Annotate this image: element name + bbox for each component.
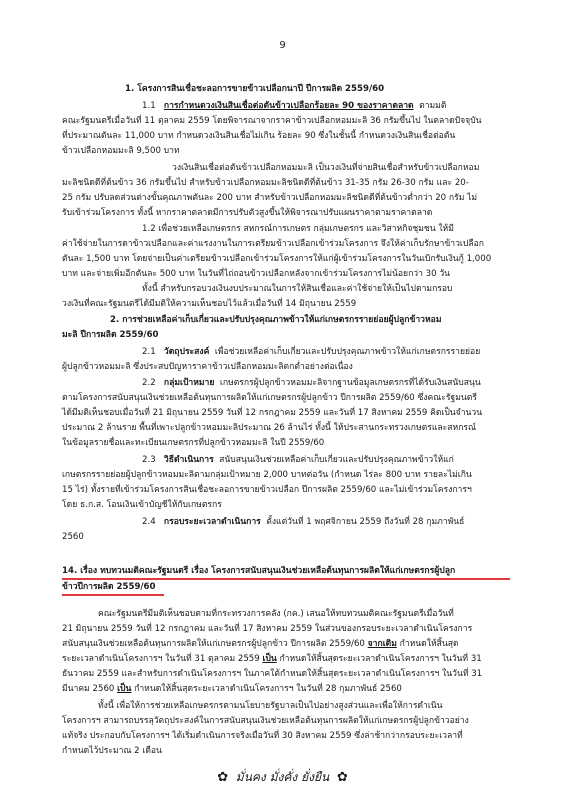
footer-motto (0, 768, 565, 787)
sub23-number: 2.3 (142, 455, 156, 465)
sub23-tail: สนับสนุนเงินช่วยเหลือค่าเก็บเกี่ยวและปรับปรุงคุณภาพข้าวให้แก่ (219, 455, 454, 465)
flower-ornament-icon-right: ✿ (336, 770, 348, 785)
p1-line3-tail: กำหนดให้สิ้นสุด (396, 639, 459, 649)
item14-p1-line1: คณะรัฐมนตรีมีมติเห็นชอบตามที่กระทรวงการคลัง (กค.) เสนอให้ทบทวนมติคณะรัฐมนตรีเมื่อวันที่ (98, 609, 454, 619)
sub21-line1 (142, 347, 480, 358)
item14-p1-line2: 21 มิถุนายน 2559 วันที่ 12 กรกฎาคม และวันที่ 17 สิงหาคม 2559 ในส่วนของกรอบระยะเวลาดำเนินโครงการ (62, 624, 473, 634)
sub11-line3: ที่ประมาณตันละ 11,000 บาท กำหนดวงเงินสินเชื่อไม่เกิน ร้อยละ 90 ซึ่งในชั้นนี้ กำหนดวงเงินสินเชื่อต่อตัน (62, 131, 456, 141)
title-highlight-underline (62, 578, 510, 580)
sub24-line2: 2560 (62, 532, 84, 542)
sub11-line8: รับเข้าร่วมโครงการ ทั้งนี้ หากราคาตลาดมีการปรับตัวสูงขึ้นให้พิจารณาปรับแผนราคาตามราคาตลาด (62, 208, 433, 218)
sub22-tail: เกษตรกรผู้ปลูกข้าวหอมมะลิจากฐานข้อมูลเกษตรกรที่ได้รับเงินสนับสนุน (219, 378, 481, 388)
sub24-tail: ตั้งแต่วันที่ 1 พฤศจิกายน 2559 ถึงวันที่ 28 กุมภาพันธ์ (266, 517, 465, 527)
item14-p1-line4 (62, 654, 482, 665)
sub22-number: 2.2 (142, 378, 156, 388)
sub11-line4: ข้าวเปลือกหอมมะลิ 9,500 บาท (62, 146, 180, 156)
sub11-tail: ตามมติ (419, 101, 447, 111)
flower-ornament-icon: ✿ (217, 770, 229, 785)
sub12-line1: 1.2 เพื่อช่วยเหลือเกษตรกร สหกรณ์การเกษตร กลุ่มเกษตรกร และวิสาหกิจชุมชน ให้มี (142, 224, 454, 234)
sub21-number: 2.1 (142, 347, 156, 357)
sub12-line5: ทั้งนี้ สำหรับกรอบวงเงินงบประมาณในการให้สินเชื่อและค่าใช้จ่ายให้เป็นไปตามกรอบ (142, 284, 453, 294)
sub22-line2: ตามโครงการสนับสนุนเงินช่วยเหลือต้นทุนการผลิตให้แก่เกษตรกรผู้ปลูกข้าว ปีการผลิต 2559/60 ซึ่งคณะรัฐมนตรี (62, 393, 477, 403)
page-number: 9 (279, 40, 286, 51)
sub22-line3: ได้มีมติเห็นชอบเมื่อวันที่ 21 มิถุนายน 2559 วันที่ 12 กรกฎาคม 2559 และวันที่ 17 สิงหาคม 2559 คิดเป็นจำนวน (62, 408, 483, 418)
sub21-line2: ผู้ปลูกข้าวหอมมะลิ ซึ่งประสบปัญหาราคาข้าวเปลือกหอมมะลิตกต่ำอย่างต่อเนื่อง (62, 362, 353, 372)
sub23-line2: เกษตรกรรายย่อยผู้ปลูกข้าวหอมมะลิตามกลุ่มเป้าหมาย 2,000 บาทต่อวัน (กำหนด ไร่ละ 800 บาท รายละไม่เกิน (62, 470, 472, 480)
sub22-title: กลุ่มเป้าหมาย (163, 378, 215, 388)
section1-heading: 1. โครงการสินเชื่อชะลอการขายข้าวเปลือกนาปี ปีการผลิต 2559/60 (125, 84, 385, 94)
item14-p2-line2: โครงการฯ สามารถบรรลุวัตถุประสงค์ในการสนับสนุนเงินช่วยเหลือต้นทุนการผลิตให้แก่เกษตรกรผู้ปลูกข้าวอย่าง (62, 716, 469, 726)
sub23-line4: โดย ธ.ก.ส. โอนเงินเข้าบัญชีให้กับเกษตรกร (62, 500, 222, 510)
changed-to-emphasis: เป็น (262, 654, 277, 664)
p1-line6-tail: กำหนดให้สิ้นสุดระยะเวลาดำเนินโครงการฯ ในวันที่ 28 กุมภาพันธ์ 2560 (131, 684, 402, 694)
sub12-line2: ค่าใช้จ่ายในการดาข้าวเปลือกและค่าแรงงานในการเตรียมข้าวเปลือกเข้าร่วมโครงการ จึงให้ค่าเก็บรักษาข้าวเปลือก (62, 239, 484, 249)
sub11-line5: วงเงินสินเชื่อต่อตันข้าวเปลือกหอมมะลิ เป็นวงเงินที่จ่ายสินเชื่อสำหรับข้าวเปลือกหอม (172, 163, 480, 173)
sub11-line1 (142, 101, 446, 112)
sub12-line3: ตันละ 1,500 บาท โดยจ่ายเป็นค่าเตรียมข้าวเปลือกเข้าร่วมโครงการให้แก่ผู้เข้าร่วมโครงการในวันเบิกรับเงินกู้ 1,000 (62, 254, 492, 264)
item14-title-line1: 14. เรื่อง ทบทวนมติคณะรัฐมนตรี เรื่อง โครงการสนับสนุนเงินช่วยเหลือต้นทุนการผลิตให้แก่เกษตรกรผู้ปลูก (62, 566, 456, 576)
item14-p2-line1: ทั้งนี้ เพื่อให้การช่วยเหลือเกษตรกรตามนโยบายรัฐบาลเป็นไปอย่างสูงส่วนและเพื่อให้การดำเนิน (98, 701, 443, 711)
item14-p1-line5: ธันวาคม 2559 และสำหรับการดำเนินโครงการฯ ในภาคใต้กำหนดให้สิ้นสุดระยะเวลาดำเนินโครงการฯ ในวันที่ 31 (62, 669, 483, 679)
title-highlight-underline-2 (62, 594, 164, 596)
p1-line3-text: สนับสนุนเงินช่วยเหลือต้นทุนการผลิตให้แก่เกษตรกรผู้ปลูกข้าว ปีการผลิต 2559/60 (62, 639, 368, 649)
item14-p1-line3 (62, 639, 459, 650)
from-original-emphasis: จากเดิม (367, 639, 397, 649)
sub11-line6: มะลิชนิดดีที่ต้นข้าว 36 กรัมขึ้นไป สำหรับข้าวเปลือกหอมมะลิชนิดดีที่ต้นข้าว 31-35 กรัม 26-30 กรัม และ 20- (62, 178, 469, 188)
p1-line6-text: มีนาคม 2560 (62, 684, 118, 694)
sub12-line6: วงเงินที่คณะรัฐมนตรีได้มีมติให้ความเห็นชอบไว้แล้วเมื่อวันที่ 14 มิถุนายน 2559 (62, 299, 357, 309)
sub24-title: กรอบระยะเวลาดำเนินการ (163, 517, 261, 527)
p1-line4-tail: กำหนดให้สิ้นสุดระยะเวลาดำเนินโครงการฯ ในวันที่ 31 (276, 654, 482, 664)
sub22-line4: ประมาณ 2 ล้านราย พื้นที่เพาะปลูกข้าวหอมมะลิประมาณ 26 ล้านไร่ ทั้งนี้ ให้ประสานกระทรวงเกษตรและสหกรณ์ (62, 423, 476, 433)
sub24-number: 2.4 (142, 517, 156, 527)
sub11-number: 1.1 (142, 101, 156, 111)
sub22-line5: ในข้อมูลรายชื่อและทะเบียนเกษตรกรที่ปลูกข้าวหอมมะลิ ในปี 2559/60 (62, 438, 325, 448)
motto-text: มั่นคง มั่งคั่ง ยั่งยืน (235, 770, 330, 784)
item14-p2-line3: แท้จริง ประกอบกับโครงการฯ ได้เริ่มดำเนินการจริงเมื่อวันที่ 30 สิงหาคม 2559 ซึ่งล่าช้ากว่ากรอบระยะเวลาที่ (62, 731, 463, 741)
p1-line4-text: ระยะเวลาดำเนินโครงการฯ ในวันที่ 31 ตุลาคม 2559 (62, 654, 263, 664)
item14-p2-line4: กำหนดไว้ประมาณ 2 เดือน (62, 746, 162, 756)
sub12-line4: บาท และจ่ายเพิ่มอีกตันละ 500 บาท ในวันที่ไถ่ถอนข้าวเปลือกหลังจากเข้าร่วมโครงการไม่น้อยกว่า 30 วัน (62, 269, 451, 279)
sub24-line1 (142, 517, 464, 528)
sub23-title: วิธีดำเนินการ (163, 455, 214, 465)
sub11-title: การกำหนดวงเงินสินเชื่อต่อตันข้าวเปลือกร้อยละ 90 ของราคาตลาด (163, 101, 414, 111)
item14-p1-line6 (62, 684, 402, 695)
item14-title-line2: ข้าวปีการผลิต 2559/60 (62, 582, 156, 592)
section2-heading-line2: มะลิ ปีการผลิต 2559/60 (62, 330, 159, 340)
changed-to-emphasis-2: เป็น (117, 684, 132, 694)
sub11-line2: คณะรัฐมนตรีเมื่อวันที่ 11 ตุลาคม 2559 โดยพิจารณาจากราคาข้าวเปลือกหอมมะลิ 36 กรัมขึ้นไป ในตลาดปัจจุบัน (62, 116, 482, 126)
sub22-line1 (142, 378, 481, 389)
sub23-line1 (142, 455, 454, 466)
sub23-line3: 15 ไร่) ทั้งรายที่เข้าร่วมโครงการสินเชื่อชะลอการขายข้าวเปลือก ปีการผลิต 2559/60 และไม่เข้าร่วมโครงการฯ (62, 485, 472, 495)
sub21-title: วัตถุประสงค์ (163, 347, 210, 357)
sub21-tail: เพื่อช่วยเหลือค่าเก็บเกี่ยวและปรับปรุงคุณภาพข้าวให้แก่เกษตรกรรายย่อย (214, 347, 481, 357)
section2-heading-line1: 2. การช่วยเหลือค่าเก็บเกี่ยวและปรับปรุงคุณภาพข้าวให้แก่เกษตรกรรายย่อยผู้ปลูกข้าวหอม (110, 315, 442, 325)
sub11-line7: 25 กรัม ปรับลดส่วนต่างขั้นคุณภาพตันละ 200 บาท สำหรับข้าวเปลือกหอมมะลิชนิดดีที่ต้นข้าวต่ำกว่า 20 กรัม ไม่ (62, 193, 478, 203)
